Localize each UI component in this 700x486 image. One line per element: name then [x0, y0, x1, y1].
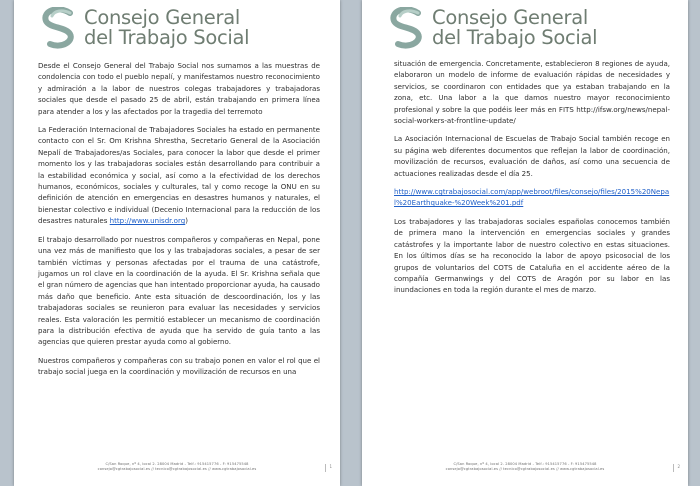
- logo-line-1: Consejo General: [84, 6, 240, 29]
- page-number: 2: [673, 464, 680, 472]
- cgts-logo: [388, 7, 688, 51]
- footer-address: C/San Roque, nº 4, local 2. 28004 Madrid - Telf.: 915415776 - F: 915475548: [105, 462, 249, 466]
- paragraph: situación de emergencia. Concretamente, establecieron 8 regiones de ayuda, elaboraron un modelo de informe de evaluación rápidas de necesidades y servicios, se coordinaron con entidades que ya estaban trabajando en la zona, etc. Una labor a la que damos nuestro mayor reconocimiento profesional y sobre la que podéis leer más en FITS http://ifsw.org/news/nepal-social-workers-at-frontline-update/: [394, 59, 670, 126]
- page-number: 1: [325, 464, 332, 472]
- paragraph: Los trabajadores y las trabajadoras sociales españolas conocemos también de primera mano la intervención en emergencias sociales y grandes catástrofes y la importante labor de nuestro colectivo en estas situaciones. En los últimos días se ha reconocido la labor de apoyo psicosocial de los grupos de voluntarios del COTS de Cataluña en el accidente aéreo de la compañía Germanwings y del COTS de Aragón por su labor en las inundaciones en toda la región durante el mes de marzo.: [394, 216, 670, 295]
- footer-emails: consejo@cgtrabajosocial.es // tecnico@cgtrabajosocial.es // www.cgtrabajosocial.es: [445, 467, 605, 471]
- logo-line-2: del Trabajo Social: [432, 26, 598, 49]
- page-1-body: [38, 60, 320, 385]
- document-page-2: [362, 0, 688, 486]
- paragraph: Desde el Consejo General del Trabajo Social nos sumamos a las muestras de condolencia con todo el pueblo nepalí, y manifestamos nuestro reconocimiento y admiración a la labor de nuestros colegas trabajadores y trabajadoras sociales que desde el pasado 25 de abril, están trabajando en primera línea para atender a los y las afectados por la tragedia del terremoto: [38, 61, 320, 116]
- cgts-logo: [40, 7, 340, 51]
- footer-emails: consejo@cgtrabajosocial.es // tecnico@cgtrabajosocial.es // www.cgtrabajosocial.es: [97, 467, 257, 471]
- logo-line-1: Consejo General: [432, 6, 588, 29]
- paragraph: El trabajo desarrollado por nuestros compañeros y compañeras en Nepal, pone una vez más de manifiesto que los y las trabajadoras sociales, a pesar de ser también víctimas y personas afectadas por el trauma de una catástrofe, jugamos un rol clave en la coordinación de la ayuda. El Sr. Krishna señala que el gran número de agencias que han intentado proporcionar ayuda, ha causado más daño que beneficio. Ante esta situación de descoordinación, los y las trabajadoras sociales se reunieron para evaluar las necesidades y servicios reales. Esta valoración les permitió establecer un mecanismo de coordinación para la distribución efectiva de ayuda que ha servido de guía tanto a las agencias que quieren prestar ayuda como al gobierno.: [38, 234, 320, 347]
- paragraph: La Asociación Internacional de Escuelas de Trabajo Social también recoge en su página web diferentes documentos que reflejan la labor de coordinación, movilización de recursos, evaluación de daños, así como una secuencia de actuaciones realizadas desde el día 25.: [394, 134, 670, 178]
- logo-line-2: del Trabajo Social: [84, 26, 250, 49]
- page-2-body: [394, 58, 670, 303]
- paragraph-text: La Federación Internacional de Trabajadores Sociales ha estado en permanente contacto con el Sr. Om Krishna Shrestha, Secretario General de la Asociación Nepalí de Trabajadores/as Sociales, para conocer la labor que desde el primer momento los y las trabajadoras sociales están desarrollando para contribuir a la estabilidad económica y social, así como a la efectividad de los derechos humanos, económicos, sociales y culturales, tal y como recoge la ONU en su definición de atención en emergencias en desastres humanos y naturales, el bienestar colectivo e individual (Decenio Internacional para la reducción de los desastres naturales: [38, 125, 320, 226]
- logo-swirl-icon: [40, 7, 80, 49]
- paren-close: ): [185, 216, 188, 226]
- page-footer: [14, 462, 340, 472]
- paragraph: Nuestros compañeros y compañeras con su trabajo ponen en valor el rol que el trabajo social juega en la coordinación y movilización de recursos en una: [38, 355, 320, 377]
- page-footer: [362, 462, 688, 472]
- document-page-1: [14, 0, 340, 486]
- paragraph: [394, 186, 670, 209]
- unisdr-link[interactable]: http://www.unisdr.org: [109, 216, 186, 226]
- paragraph: [38, 124, 320, 227]
- cgts-pdf-link[interactable]: http://www.cgtrabajosocial.com/app/webroot/files/consejo/files/2015%20Nepal%20Earthquake-%20Week%201.pdf: [394, 187, 670, 208]
- logo-swirl-icon: [388, 7, 428, 49]
- footer-address: C/San Roque, nº 4, local 2. 28004 Madrid - Telf.: 915415776 - F: 915475548: [453, 462, 597, 466]
